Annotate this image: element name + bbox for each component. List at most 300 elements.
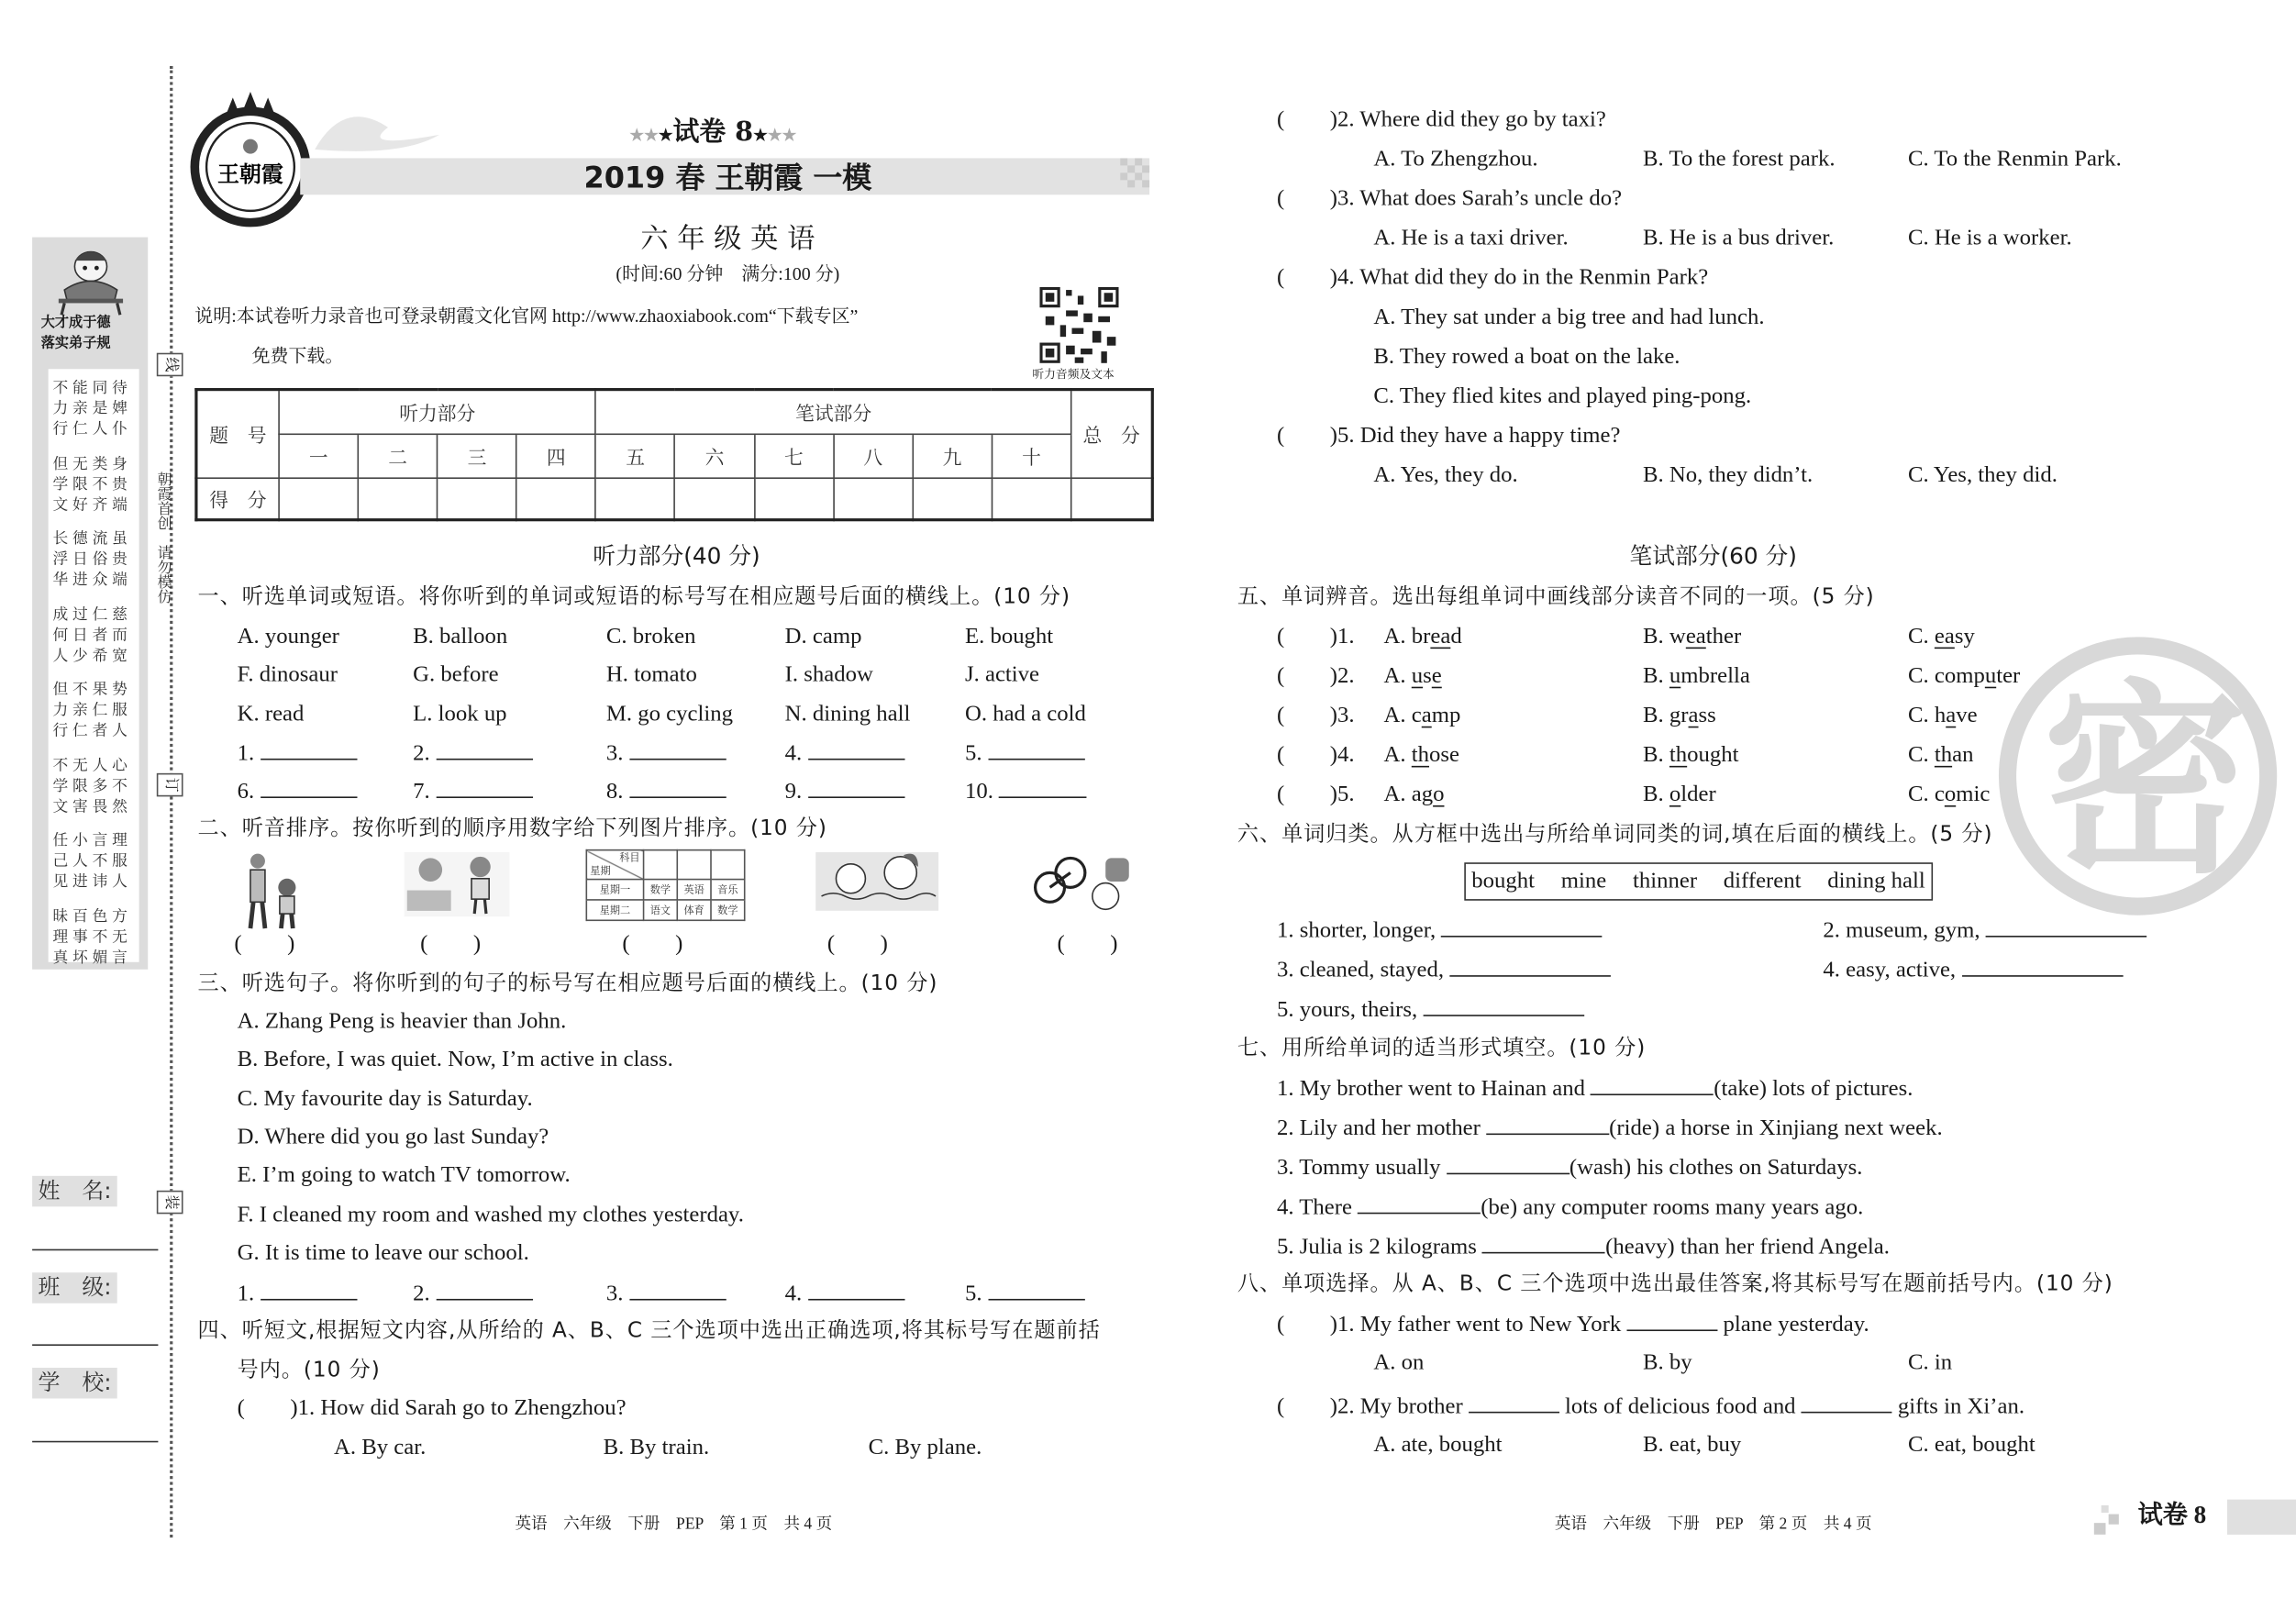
question-text: 5. <box>1337 782 1355 807</box>
binding-mark: 订 <box>157 773 183 797</box>
underlined-letters: e <box>1431 663 1442 689</box>
word-hint: (heavy) <box>1605 1234 1675 1260</box>
answer-blank[interactable] <box>807 738 904 760</box>
word-part: mbrella <box>1680 663 1750 689</box>
word-option: H. tomato <box>605 662 697 688</box>
total-score-cell[interactable] <box>1071 477 1153 519</box>
choice-option: A. They sat under a big tree and had lunch. <box>1373 305 1765 330</box>
answer-blank[interactable] <box>1591 1073 1714 1095</box>
word-part: ose <box>1429 742 1460 768</box>
word-hint: (wash) <box>1569 1155 1632 1181</box>
classification-item: 5. yours, theirs, <box>1277 994 1584 1026</box>
answer-line: 4. <box>785 1279 904 1310</box>
word-box-item: bought <box>1471 868 1536 893</box>
answer-blank[interactable] <box>1486 1113 1609 1135</box>
answer-bracket[interactable]: ( ) <box>1276 703 1337 728</box>
answer-blank[interactable] <box>436 776 532 798</box>
word-part: ter <box>1996 663 2021 689</box>
answer-bracket[interactable]: ( ) <box>1276 782 1337 807</box>
choice-option: B. They rowed a boat on the lake. <box>1373 344 1680 370</box>
qr-code-icon[interactable] <box>1039 287 1118 363</box>
answer-blank[interactable] <box>1449 955 1611 977</box>
pronunciation-option <box>1384 662 1442 692</box>
poem-line: 见进讳人 <box>52 872 132 891</box>
answer-blank[interactable] <box>807 1279 904 1301</box>
choice-option: C. eat, bought <box>1907 1432 2035 1458</box>
fill-in-item <box>1277 1073 1913 1104</box>
answer-bracket[interactable]: ( ) <box>1276 106 1337 132</box>
underlined-letters: th <box>1934 742 1953 768</box>
word-box-item: dining hall <box>1827 868 1925 893</box>
answer-bracket[interactable]: ( ) <box>1276 742 1337 768</box>
question-item <box>1277 1391 2024 1422</box>
word-option: J. active <box>964 662 1040 688</box>
sentence-option: B. Before, I was quiet. Now, I’m active in class. <box>237 1047 673 1072</box>
poem-line: 长德流虽 <box>52 529 132 549</box>
score-cell[interactable] <box>358 477 437 519</box>
question-item <box>1277 263 1708 293</box>
timetable-corner-top: 科目 <box>619 852 640 864</box>
pronunciation-option <box>1908 781 1990 810</box>
choice-option: B. eat, buy <box>1643 1432 1742 1458</box>
score-cell[interactable] <box>675 477 754 519</box>
choice-option: C. By plane. <box>868 1435 982 1460</box>
word-part: ought <box>1687 742 1739 768</box>
timetable-row <box>586 880 744 900</box>
timetable-cell: 数学 <box>711 900 745 920</box>
order-bracket[interactable]: ( ) <box>826 931 888 957</box>
word-hint: (ride) <box>1609 1115 1660 1141</box>
fill-in-text: than her friend Angela. <box>1674 1234 1890 1260</box>
underlined-letters: u <box>1669 663 1681 689</box>
question-text: 4. What did they do in the Renmin Park? <box>1337 264 1709 291</box>
answer-blank[interactable] <box>1358 1192 1481 1214</box>
school-label: 学 校: <box>32 1368 117 1399</box>
score-cell[interactable] <box>438 477 516 519</box>
poem-line: 何日者而 <box>52 626 132 644</box>
corner-squares-icon <box>2094 1505 2135 1535</box>
word-hint: (take) <box>1714 1076 1767 1102</box>
answer-bracket[interactable]: ( ) <box>237 1395 298 1421</box>
choice-option: B. To the forest park. <box>1643 146 1836 172</box>
fill-in-text: 4. There <box>1276 1194 1359 1220</box>
question-item <box>1277 1309 1869 1340</box>
picture <box>1029 852 1135 924</box>
choice-option: A. He is a taxi driver. <box>1373 225 1569 250</box>
answer-blank[interactable] <box>1482 1231 1605 1253</box>
sentence-option: E. I’m going to watch TV tomorrow. <box>237 1162 571 1188</box>
choice-option: A. ate, bought <box>1373 1432 1503 1458</box>
underlined-letters: o <box>1669 782 1681 807</box>
word-option: N. dining hall <box>784 700 911 727</box>
choice-option: B. No, they didn’t. <box>1643 462 1814 488</box>
name-label: 姓 名: <box>32 1176 117 1207</box>
answer-bracket[interactable]: ( ) <box>1276 663 1337 689</box>
word-part: A. c <box>1383 703 1422 728</box>
answer-bracket[interactable]: ( ) <box>1276 1312 1337 1337</box>
sentence-option: A. Zhang Peng is heavier than John. <box>237 1008 567 1034</box>
word-option: E. bought <box>964 624 1054 649</box>
question-item <box>1277 662 1355 692</box>
illustration-icon <box>405 852 510 916</box>
poem-line: 行仁者人 <box>52 721 132 740</box>
footer-left: 英语 六年级 下册 PEP 第 1 页 共 4 页 <box>515 1515 833 1534</box>
star-icon: ★★ <box>629 127 659 146</box>
pronunciation-option <box>1384 781 1445 810</box>
timetable-cell: 音乐 <box>711 880 745 900</box>
question-text: 4. <box>1337 742 1355 768</box>
answer-bracket[interactable]: ( ) <box>1276 624 1337 649</box>
answer-line: 1. <box>238 738 357 770</box>
confidential-watermark <box>1999 637 2277 915</box>
timetable-cell: 星期二 <box>586 900 643 920</box>
picture <box>231 852 319 938</box>
timetable-cell: 英语 <box>677 880 711 900</box>
illustration-icon <box>231 852 319 931</box>
section-heading: 四、听短文,根据短文内容,从所给的 A、B、C 三个选项中选出正确选项,将其标号写在题前括 <box>197 1319 1101 1343</box>
answer-blank[interactable] <box>1802 1391 1892 1413</box>
poem-line: 不无人心 <box>52 756 132 774</box>
order-bracket[interactable]: ( ) <box>1057 931 1118 957</box>
name-input-line[interactable] <box>32 1249 158 1251</box>
pronunciation-option <box>1643 622 1741 651</box>
sentence-option: C. My favourite day is Saturday. <box>237 1085 533 1111</box>
choice-option: C. He is a worker. <box>1907 225 2072 250</box>
illustration-icon <box>815 852 938 911</box>
poem-line: 理事不无 <box>52 927 132 946</box>
binding-dotted-line <box>170 66 172 1537</box>
qr-caption: 听力音频及文本 <box>1032 367 1115 382</box>
order-bracket[interactable]: ( ) <box>234 931 295 957</box>
score-cell[interactable] <box>992 477 1070 519</box>
answer-blank[interactable] <box>436 1279 532 1301</box>
score-table <box>194 388 1154 521</box>
timetable-row <box>586 900 744 920</box>
word-option: A. younger <box>237 624 339 649</box>
school-input-line[interactable] <box>32 1441 158 1443</box>
underlined-letters: th <box>1669 742 1688 768</box>
answer-line: 4. <box>785 738 904 770</box>
time-info: (时间:60 分钟 满分:100 分) <box>616 263 840 284</box>
question-item <box>1277 741 1355 771</box>
section-number-cell: 九 <box>913 434 992 478</box>
paper-number <box>629 116 796 152</box>
timetable-cell: 数学 <box>644 880 678 900</box>
word-part: A. <box>1383 742 1412 768</box>
question-text: gifts in Xi’an. <box>1897 1393 2025 1419</box>
underlined-letters: ea <box>1934 624 1955 649</box>
answer-blank[interactable] <box>260 1279 356 1301</box>
section-number-cell: 一 <box>279 434 358 478</box>
word-part: d <box>1450 624 1462 649</box>
answer-blank[interactable] <box>260 738 356 760</box>
order-bracket[interactable]: ( ) <box>622 931 683 957</box>
fill-in-text: 2. Lily and her mother <box>1276 1115 1487 1141</box>
star-icon: ★★ <box>767 127 797 146</box>
poem-line: 人少希宽 <box>52 646 132 664</box>
word-part: ve <box>1956 703 1978 728</box>
answer-blank[interactable] <box>1961 955 2123 977</box>
answer-blank[interactable] <box>629 738 726 760</box>
footer-paper-tag: 试卷 8 <box>2137 1501 2207 1529</box>
section-heading: 六、单词归类。从方框中选出与所给单词同类的词,填在后面的横线上。(5 分) <box>1237 823 1993 847</box>
word-option: I. shadow <box>784 662 873 688</box>
pronunciation-option <box>1908 702 1978 731</box>
fill-in-text: his clothes on Saturdays. <box>1631 1155 1863 1181</box>
listening-title: 听力部分(40 分) <box>593 543 760 570</box>
score-cell[interactable] <box>754 477 833 519</box>
word-part: A. <box>1383 663 1412 689</box>
answer-line: 9. <box>785 776 904 807</box>
dizigui-poem <box>49 369 139 966</box>
classification-item: 3. cleaned, stayed, <box>1277 955 1611 986</box>
answer-line: 2. <box>413 1279 532 1310</box>
question-text: 1. <box>1337 624 1355 649</box>
answer-blank[interactable] <box>1423 994 1584 1016</box>
student-cartoon-icon <box>50 246 131 316</box>
word-part: ther <box>1705 624 1742 649</box>
poem-line: 行仁人仆 <box>52 420 132 438</box>
word-part: sy <box>1954 624 1975 649</box>
question-text: 2. <box>1337 663 1355 689</box>
picture <box>815 852 938 918</box>
answer-blank[interactable] <box>1447 1152 1569 1174</box>
underlined-letters: u <box>1984 663 1997 689</box>
poem-line: 力亲是婢 <box>52 399 132 417</box>
answer-line: 10. <box>965 776 1087 807</box>
question-item <box>1277 622 1355 651</box>
score-cell[interactable] <box>516 477 595 519</box>
timetable-cell: 语文 <box>644 900 678 920</box>
word-part: C. <box>1907 624 1935 649</box>
answer-line: 5. <box>965 1279 1084 1310</box>
exam-title: 2019 春 王朝霞 一模 <box>583 159 872 195</box>
class-input-line[interactable] <box>32 1344 158 1346</box>
answer-bracket[interactable]: ( ) <box>1276 264 1337 291</box>
choice-option: C. They flied kites and played ping-pong. <box>1373 383 1752 409</box>
binding-mark: 线 <box>157 353 183 377</box>
pronunciation-option <box>1643 741 1739 771</box>
word-option: K. read <box>237 700 305 727</box>
answer-blank[interactable] <box>999 776 1087 798</box>
underlined-letters: a <box>1946 703 1957 728</box>
choice-option: C. Yes, they did. <box>1907 462 2058 488</box>
poem-line: 学限多不 <box>52 776 132 794</box>
section-heading: 五、单词辨音。选出每组单词中画线部分读音不同的一项。(5 分) <box>1237 585 1875 610</box>
word-part: B. <box>1643 663 1669 689</box>
answer-blank[interactable] <box>629 776 726 798</box>
answer-blank[interactable] <box>629 1279 726 1301</box>
sentence-option: D. Where did you go last Sunday? <box>237 1124 549 1149</box>
choice-option: A. Yes, they do. <box>1373 462 1518 488</box>
section-heading: 三、听选句子。将你听到的句子的标号写在相应题号后面的横线上。(10 分) <box>197 971 938 996</box>
score-cell[interactable] <box>913 477 992 519</box>
score-cell[interactable] <box>595 477 674 519</box>
question-text: 1. How did Sarah go to Zhengzhou? <box>297 1395 627 1421</box>
fill-in-text: a horse in Xinjiang next week. <box>1659 1115 1943 1141</box>
timetable-cell: 体育 <box>677 900 711 920</box>
question-item <box>1277 702 1355 731</box>
order-bracket[interactable]: ( ) <box>420 931 482 957</box>
fill-in-text: 3. Tommy usually <box>1276 1155 1447 1181</box>
question-item <box>1277 105 1606 135</box>
word-part: C. c <box>1907 782 1945 807</box>
star-icon: ★ <box>753 127 768 146</box>
answer-blank[interactable] <box>1441 916 1603 938</box>
section-heading: 七、用所给单词的适当形式填空。(10 分) <box>1237 1037 1647 1060</box>
fill-in-text: 5. Julia is 2 kilograms <box>1276 1234 1483 1260</box>
underlined-letters: a <box>1421 703 1432 728</box>
answer-line: 8. <box>606 776 726 807</box>
word-option: D. camp <box>784 624 862 649</box>
section-heading: 一、听选单词或短语。将你听到的单词或短语的标号写在相应题号后面的横线上。(10 分) <box>197 585 1071 610</box>
fill-in-item <box>1277 1231 1890 1262</box>
answer-line: 7. <box>413 776 532 807</box>
binding-mark: 装 <box>157 1191 183 1215</box>
word-option: O. had a cold <box>964 700 1086 727</box>
star-icon: ★ <box>658 127 673 146</box>
word-part: C. comp <box>1907 663 1985 689</box>
word-box-item: different <box>1723 868 1802 893</box>
footer-bar <box>2227 1500 2296 1535</box>
word-part: B. <box>1643 782 1669 807</box>
word-part: B. <box>1643 742 1669 768</box>
subject-title: 六 年 级 英 语 <box>640 222 815 255</box>
item-number-label: 题 号 <box>196 390 279 478</box>
word-part: an <box>1952 742 1974 768</box>
poem-line: 成过仁慈 <box>52 605 132 624</box>
word-part: s <box>1423 663 1432 689</box>
word-option: L. look up <box>413 700 507 727</box>
listening-group-header: 听力部分 <box>279 390 595 434</box>
footer-right: 英语 六年级 下册 PEP 第 2 页 共 4 页 <box>1554 1515 1872 1534</box>
section-heading: 二、听音排序。按你听到的顺序用数字给下列图片排序。(10 分) <box>197 816 827 841</box>
sentence-option: G. It is time to leave our school. <box>237 1239 529 1265</box>
choice-option: C. To the Renmin Park. <box>1907 146 2122 172</box>
choice-option: B. He is a bus driver. <box>1643 225 1835 250</box>
illustration-icon <box>1029 852 1135 916</box>
timetable-cell <box>644 850 678 880</box>
choice-option: A. By car. <box>333 1435 427 1460</box>
question-text: 2. Where did they go by taxi? <box>1337 106 1606 132</box>
question-text: 3. What does Sarah’s uncle do? <box>1337 185 1623 211</box>
question-text: 1. My father went to New York <box>1337 1312 1622 1337</box>
answer-blank[interactable] <box>436 738 532 760</box>
answer-blank[interactable] <box>807 776 904 798</box>
word-part: lder <box>1680 782 1716 807</box>
fill-in-text: any computer rooms many years ago. <box>1517 1194 1864 1220</box>
answer-bracket[interactable]: ( ) <box>1276 423 1337 449</box>
classification-item: 1. shorter, longer, <box>1277 916 1603 947</box>
question-item <box>1277 184 1622 214</box>
underlined-letters: th <box>1411 742 1430 768</box>
section-number-cell: 四 <box>516 434 595 478</box>
answer-bracket[interactable]: ( ) <box>1276 185 1337 211</box>
choice-option: B. by <box>1643 1349 1692 1375</box>
section-heading-cont: 号内。(10 分) <box>237 1359 381 1382</box>
word-box-item: mine <box>1560 868 1607 893</box>
writing-title: 笔试部分(60 分) <box>1629 543 1797 570</box>
answer-line: 5. <box>965 738 1084 770</box>
score-cell[interactable] <box>279 477 358 519</box>
question-text: 3. <box>1337 703 1355 728</box>
question-text: 5. Did they have a happy time? <box>1337 423 1621 449</box>
word-part: C. h <box>1907 703 1947 728</box>
section-number-cell: 八 <box>834 434 913 478</box>
section-number-cell: 七 <box>754 434 833 478</box>
score-label: 得 分 <box>196 477 279 519</box>
poem-line: 文害畏然 <box>52 797 132 816</box>
fill-in-item <box>1277 1192 1863 1223</box>
score-cell[interactable] <box>834 477 913 519</box>
timetable-cell <box>677 850 711 880</box>
download-note-cont: 免费下载。 <box>251 345 344 367</box>
word-part: A. br <box>1383 624 1431 649</box>
word-part: mp <box>1431 703 1461 728</box>
fill-in-item <box>1277 1113 1943 1144</box>
download-note: 说明:本试卷听力录音也可登录朝霞文化官网 http://www.zhaoxiabook.com“下载专区” <box>194 305 859 327</box>
question-item <box>1277 422 1620 451</box>
answer-blank[interactable] <box>988 738 1084 760</box>
poem-line: 真坏媚言 <box>52 948 132 966</box>
word-option: M. go cycling <box>605 700 733 727</box>
answer-blank[interactable] <box>1469 1391 1559 1413</box>
poem-line: 不能同待 <box>52 379 132 397</box>
word-part: C. <box>1907 742 1935 768</box>
answer-blank[interactable] <box>988 1279 1084 1301</box>
poem-line: 但不果势 <box>52 681 132 699</box>
classification-item: 2. museum, gym, <box>1823 916 2146 947</box>
answer-bracket[interactable]: ( ) <box>1276 1393 1337 1419</box>
section-number-cell: 三 <box>438 434 516 478</box>
poem-line: 力亲仁服 <box>52 701 132 719</box>
watermark-text: 密 <box>2042 663 2248 903</box>
underlined-letters: ea <box>1685 624 1706 649</box>
motto-sidebar <box>32 238 148 970</box>
choice-option: A. To Zhengzhou. <box>1373 146 1538 172</box>
answer-line: 3. <box>606 1279 726 1310</box>
timetable-corner <box>586 850 643 880</box>
answer-line: 2. <box>413 738 532 770</box>
poem-line: 但无类身 <box>52 454 132 472</box>
sentence-option: F. I cleaned my room and washed my clothes yesterday. <box>237 1201 744 1226</box>
timetable-cell <box>711 850 745 880</box>
timetable-cell: 星期一 <box>586 880 643 900</box>
poem-line: 任小言理 <box>52 831 132 849</box>
choice-option: A. on <box>1373 1349 1425 1375</box>
word-part: A. ag <box>1383 782 1434 807</box>
word-box <box>1464 862 1932 901</box>
motto-line: 落实弟子规 <box>40 335 111 352</box>
answer-blank[interactable] <box>1986 916 2147 938</box>
underlined-letters: ea <box>1430 624 1451 649</box>
answer-blank[interactable] <box>1626 1309 1717 1331</box>
checker-decoration-icon <box>1120 158 1152 194</box>
answer-blank[interactable] <box>260 776 356 798</box>
fill-in-text: lots of pictures. <box>1766 1076 1913 1102</box>
word-part: ss <box>1698 703 1716 728</box>
pronunciation-option <box>1643 662 1750 692</box>
choice-option: C. in <box>1907 1349 1953 1375</box>
underlined-letters: o <box>1944 782 1957 807</box>
pronunciation-option <box>1908 741 1974 771</box>
poem-line: 己人不服 <box>52 852 132 871</box>
motto-line: 大才成于德 <box>40 315 111 331</box>
answer-line: 1. <box>238 1279 357 1310</box>
word-option: F. dinosaur <box>237 662 338 688</box>
section-number-cell: 六 <box>675 434 754 478</box>
fill-in-text: 1. My brother went to Hainan and <box>1276 1076 1592 1102</box>
